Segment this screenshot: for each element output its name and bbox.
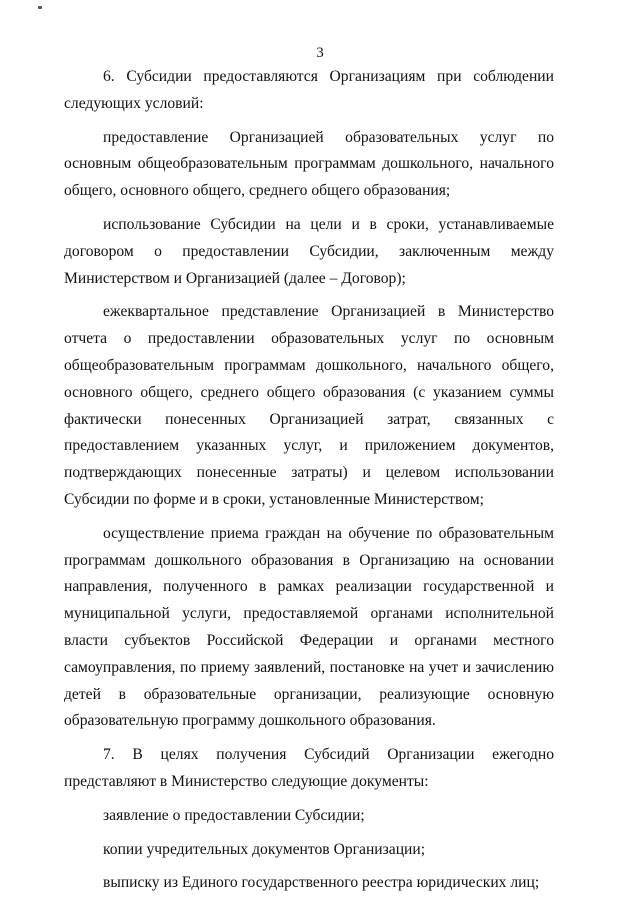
- paragraph-condition-admission: осуществление приема граждан на обучение по образовательным программам дошкольного образования в Организацию на основании направления, полученного в рамках реализации государственной и муниципальной услуги, предоставляемой органами исполнительной власти субъектов Российской Федерации и органами местного самоуправления, по приему заявлений, постановке на учет и зачислению детей в образовательные организации, реализующие основную образовательную программу дошкольного образования.: [64, 524, 554, 730]
- paragraph-doc-charter-copies: копии учредительных документов Организации;: [103, 840, 426, 858]
- paragraph-item-6-intro: 6. Субсидии предоставляются Организациям при соблюдении следующих условий:: [64, 68, 554, 112]
- document-body: [64, 64, 554, 904]
- paragraph-condition-report: ежеквартальное представление Организацией в Министерство отчета о предоставлении образовательных услуг по основным общеобразовательным программам дошкольного, начального общего, основного общего, среднего общего образования (с указанием суммы фактически понесенных Организацией затрат, связанных с предоставлением указанных услуг, и приложением документов, подтверждающих понесенные затраты) и целевом использовании Субсидии по форме и в сроки, установленные Министерством;: [64, 303, 554, 508]
- page-number: 3: [316, 45, 324, 61]
- paragraph-condition-usage: использование Субсидии на цели и в сроки, устанавливаемые договором о предоставлении Субсидии, заключенным между Министерством и Организацией (далее – Договор);: [64, 215, 554, 287]
- paragraph-doc-registry-extract: выписку из Единого государственного реестра юридических лиц;: [103, 874, 540, 892]
- scan-mark: [38, 6, 42, 9]
- paragraph-item-7-intro: 7. В целях получения Субсидий Организации ежегодно представляют в Министерство следующие документы:: [64, 746, 554, 790]
- paragraph-condition-services: предоставление Организацией образовательных услуг по основным общеобразовательным программам дошкольного, начального общего, основного общего, среднего общего образования;: [64, 128, 554, 200]
- paragraph-doc-application: заявление о предоставлении Субсидии;: [103, 806, 365, 824]
